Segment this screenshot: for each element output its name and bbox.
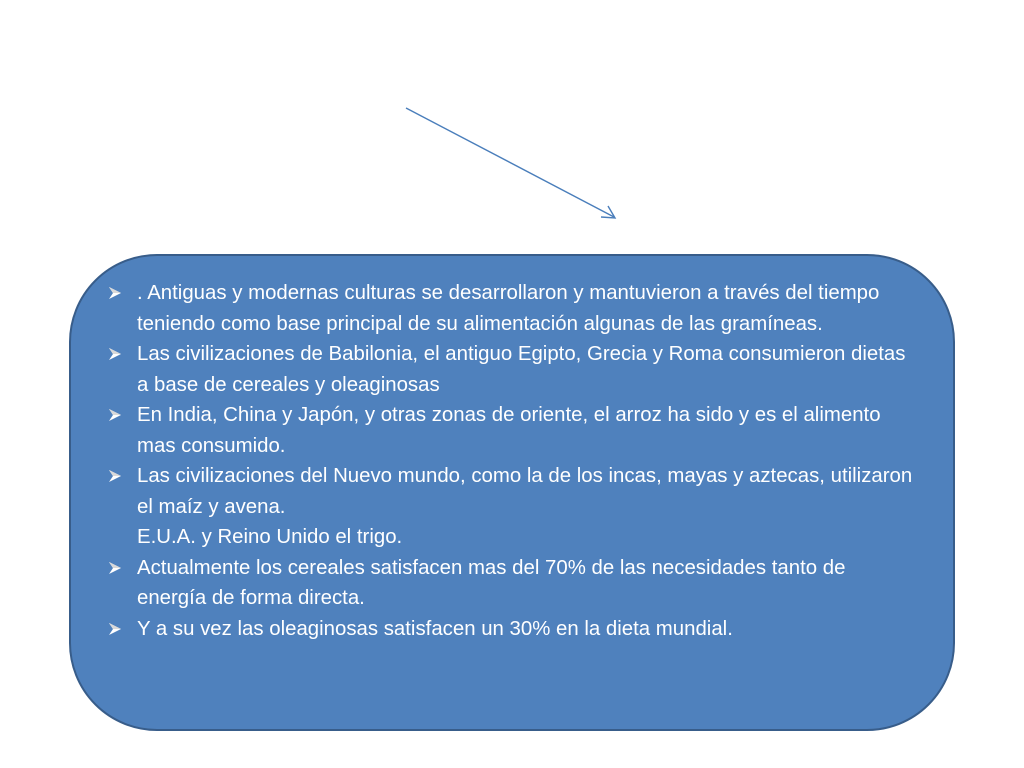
arrowhead-bullet-icon <box>108 622 122 636</box>
bullet-item <box>108 400 913 461</box>
bullet-item <box>108 339 913 400</box>
arrowhead-bullet-icon <box>108 347 122 361</box>
arrowhead-bullet-icon <box>108 469 122 483</box>
bullet-item <box>108 461 913 553</box>
arrowhead-bullet-icon <box>108 561 122 575</box>
connector-line <box>406 108 614 217</box>
bullet-text: En India, China y Japón, y otras zonas de oriente, el arroz ha sido y es el alimento mas consumido. <box>137 404 881 457</box>
bullet-text: . Antiguas y modernas culturas se desarrollaron y mantuvieron a través del tiempo teniendo como base principal de su alimentación algunas de las gramíneas. <box>137 282 880 335</box>
bullet-text: Actualmente los cereales satisfacen mas del 70% de las necesidades tanto de energía de forma directa. <box>137 556 846 609</box>
bullet-text: Las civilizaciones de Babilonia, el antiguo Egipto, Grecia y Roma consumieron dietas a base de cereales y oleaginosas <box>137 343 906 396</box>
content-box <box>69 254 955 731</box>
bullet-text: Y a su vez las oleaginosas satisfacen un 30% en la dieta mundial. <box>137 617 733 640</box>
bullet-item <box>108 553 913 614</box>
arrowhead-bullet-icon <box>108 408 122 422</box>
bullet-item <box>108 614 913 645</box>
bullet-text: Las civilizaciones del Nuevo mundo, como la de los incas, mayas y aztecas, utilizaron el maíz y avena. <box>137 465 913 518</box>
bullet-list <box>108 278 913 644</box>
arrowhead-bullet-icon <box>108 286 122 300</box>
bullet-text-continuation: E.U.A. y Reino Unido el trigo. <box>137 526 403 548</box>
bullet-item <box>108 278 913 339</box>
connector-arrowhead-icon <box>601 206 615 218</box>
